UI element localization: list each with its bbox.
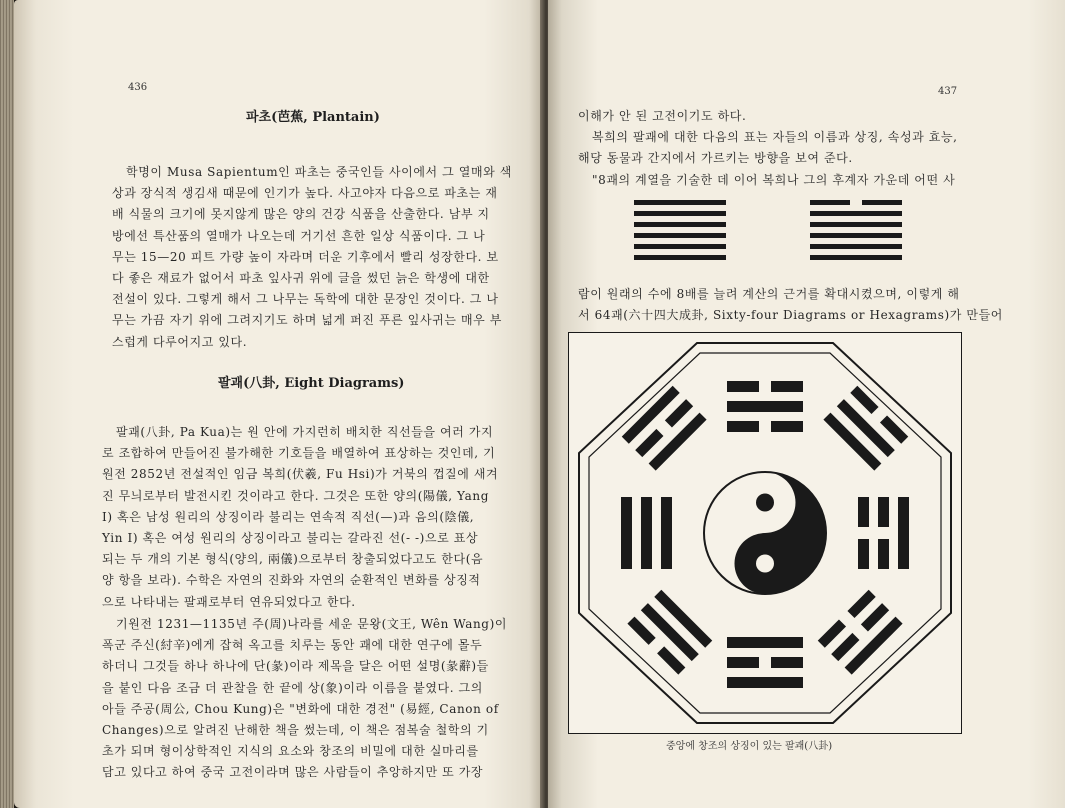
trigram-bottom-left: [627, 590, 712, 675]
text-line: 되는 두 개의 기본 형식(양의, 兩儀)으로부터 창출되었다고도 한다(음: [102, 552, 484, 567]
text-line: I) 혹은 남성 원리의 상징이라 불리는 연속적 직선(—)과 음의(陰儀,: [102, 509, 475, 524]
text-line: 람이 원래의 수에 8배를 늘려 계산의 근거를 확대시켰으며, 이렇게 해: [578, 287, 960, 301]
text-line: 무는 15—20 피트 가량 높이 자라며 더운 기후에서 빨리 성장한다. 보: [112, 249, 499, 264]
text-line: 담고 있다고 하여 중국 고전이라며 많은 사람들이 추앙하지만 또 가장: [102, 765, 484, 780]
text-line: 기원전 1231—1135년 주(周)나라를 세운 문왕(文王, Wên Wang)이: [116, 617, 508, 631]
hexagram-symbol-right: [810, 200, 902, 262]
text-line: 아들 주공(周公, Chou Kung)은 "변화에 대한 경전" (易經, Canon of: [102, 701, 499, 716]
heading-eight-diagrams: 팔괘(八卦, Eight Diagrams): [218, 376, 405, 391]
paragraph-sixty-four: [578, 284, 1003, 326]
trigram-left: [621, 497, 672, 569]
paragraph-wen-wang: [102, 614, 507, 784]
right-page: [548, 0, 1065, 808]
text-line: 복희의 팔괘에 대한 다음의 표는 자들의 이름과 상징, 속성과 효능,: [592, 130, 958, 145]
text-line: 전설이 있다. 그렇게 해서 그 나무는 독학에 대한 문장인 것이다. 그 나: [112, 292, 499, 307]
text-line: 을 붙인 다음 조금 더 관찰을 한 끝에 상(象)이라 이름을 붙였다. 그의: [102, 680, 483, 695]
page-number-left: 436: [128, 82, 148, 93]
bagua-illustration: [569, 333, 961, 733]
text-line: 다 좋은 재료가 없어서 파초 잎사귀 위에 글을 썼던 늙은 학생에 대한: [112, 271, 490, 286]
text-line: 학명이 Musa Sapientum인 파초는 중국인들 사이에서 그 열매와 색: [126, 165, 512, 179]
text-line: 스럽게 다루어지고 있다.: [112, 334, 248, 349]
trigram-bottom-right: [818, 590, 903, 675]
text-line: 무는 가끔 자기 위에 그려지기도 하며 넓게 퍼진 푸른 잎사귀는 매우 부: [112, 313, 502, 328]
text-line: 진 무늬로부터 발전시킨 것이라고 한다. 그것은 또한 양의(陽儀, Yang: [102, 488, 489, 503]
paragraph-table-intro: [578, 106, 958, 191]
page-number-right: 437: [938, 86, 958, 97]
trigram-bottom: [727, 637, 803, 688]
text-line: 로 조합하여 만들어진 불가해한 기호들을 배열하여 표상하는 것인데, 기: [102, 446, 496, 461]
text-line: 상과 장식적 생김새 때문에 인기가 높다. 사고야자 다음으로 파초는 재: [112, 186, 498, 201]
text-line: 해당 동물과 간지에서 가르키는 방향을 보여 준다.: [578, 151, 853, 166]
hexagram-symbol-left: [634, 200, 726, 262]
text-line: 원전 2852년 전설적인 임금 복희(伏羲, Fu Hsi)가 거북의 껍질에 새겨: [102, 467, 499, 482]
trigram-top-right: [823, 386, 908, 471]
text-line: Yin I) 혹은 여성 원리의 상징이라고 불리는 갈라진 선(- -)으로 표상: [102, 531, 479, 546]
page-edges: [0, 0, 14, 808]
text-line: 하더니 그것들 하나 하나에 단(彖)이라 제목을 달은 어떤 설명(彖辭)들: [102, 659, 489, 674]
bagua-figure: [568, 332, 962, 734]
paragraph-plantain: [112, 162, 512, 353]
text-line: 양 항을 보라). 수학은 자연의 진화와 자연의 순환적인 변화를 상징적: [102, 573, 481, 588]
left-page: [14, 0, 544, 808]
text-line: 서 64괘(六十四大成卦, Sixty-four Diagrams or Hexagrams)가 만들어: [578, 308, 1003, 323]
text-line: Changes)으로 알려진 난해한 책을 썼는데, 이 책은 점복술 철학의 기: [102, 723, 489, 738]
text-line: 폭군 주신(紂辛)에게 잡혀 옥고를 치루는 동안 괘에 대한 연구에 몰두: [102, 638, 483, 653]
trigram-right: [858, 497, 909, 569]
text-line: 초가 되며 형이상학적인 지식의 요소와 창조의 비밀에 대한 실마리를: [102, 744, 479, 759]
paragraph-pa-kua: [102, 422, 498, 613]
heading-plantain: 파초(芭蕉, Plantain): [246, 110, 380, 125]
trigram-top: [727, 381, 803, 432]
text-line: 이해가 안 된 고전이기도 하다.: [578, 109, 747, 123]
text-line: "8괘의 계열을 기술한 데 이어 복희나 그의 후계자 가운데 어떤 사: [592, 172, 956, 187]
text-line: 배 식물의 크기에 못지않게 많은 양의 건강 식품을 산출한다. 남부 지: [112, 207, 490, 222]
text-line: 팔괘(八卦, Pa Kua)는 원 안에 가지런히 배치한 직선들을 여러 가지: [116, 425, 494, 439]
yin-yang-icon: [704, 472, 826, 594]
figure-caption: 중앙에 창조의 상징이 있는 팔괘(八卦): [666, 741, 833, 752]
trigram-top-left: [622, 386, 707, 471]
text-line: 방에선 특산품의 열매가 나오는데 거기선 흔한 일상 식품이다. 그 나: [112, 228, 486, 243]
text-line: 으로 나타내는 팔괘로부터 연유되었다고 한다.: [102, 594, 356, 609]
